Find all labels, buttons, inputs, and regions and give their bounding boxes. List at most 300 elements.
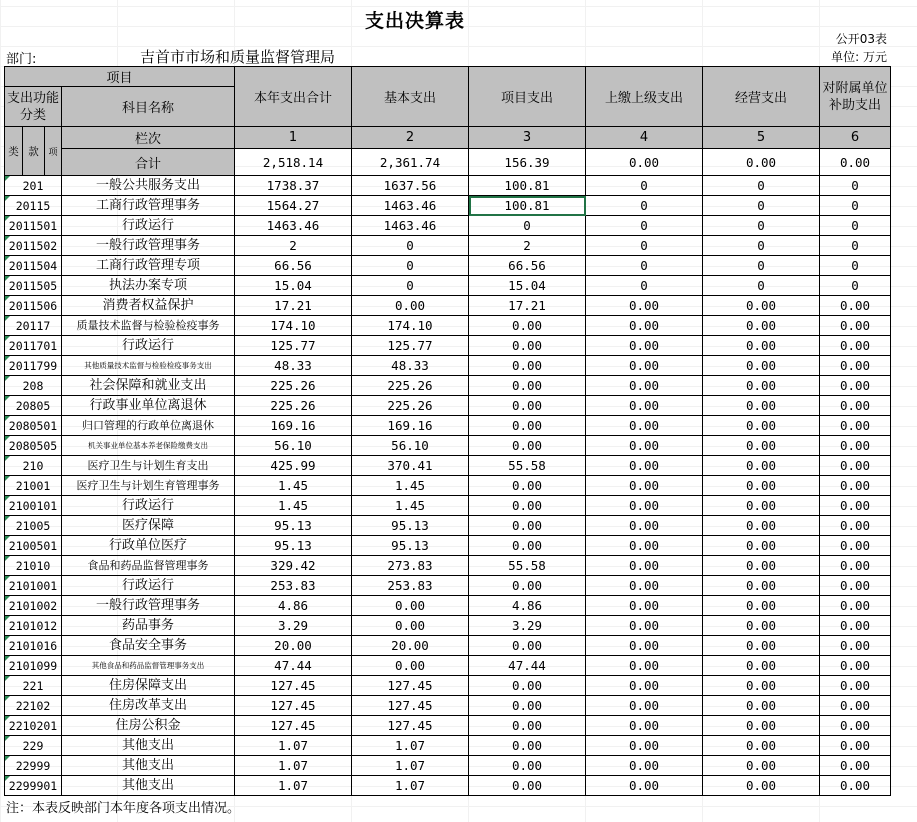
total-cell[interactable]: 0.00 (820, 149, 891, 176)
header-item: 项目 (5, 67, 235, 87)
value-cell[interactable]: 0 (703, 276, 820, 296)
header-col-3[interactable]: 项目支出 (469, 67, 586, 127)
value-cell[interactable]: 0.00 (586, 516, 703, 536)
value-cell[interactable]: 0.00 (469, 756, 586, 776)
value-cell[interactable]: 0.00 (586, 396, 703, 416)
value-cell[interactable]: 0 (352, 276, 469, 296)
value-cell[interactable]: 0.00 (586, 676, 703, 696)
value-cell[interactable]: 0.00 (586, 436, 703, 456)
value-cell[interactable]: 0.00 (820, 496, 891, 516)
subject-code-cell[interactable]: 2011505 (5, 276, 62, 296)
value-cell[interactable]: 225.26 (235, 396, 352, 416)
subject-code-cell[interactable]: 2011504 (5, 256, 62, 276)
table-row (5, 396, 891, 416)
value-cell[interactable]: 48.33 (352, 356, 469, 376)
value-cell[interactable]: 253.83 (352, 576, 469, 596)
col-num-2: 2 (352, 127, 469, 149)
value-cell[interactable]: 0.00 (820, 296, 891, 316)
value-cell[interactable]: 169.16 (235, 416, 352, 436)
total-cell[interactable]: 2,361.74 (352, 149, 469, 176)
value-cell[interactable]: 3.29 (469, 616, 586, 636)
value-cell[interactable]: 20.00 (235, 636, 352, 656)
subject-name-cell[interactable]: 一般行政管理事务 (62, 236, 235, 256)
value-cell[interactable]: 0.00 (703, 556, 820, 576)
table-row (5, 276, 891, 296)
value-cell[interactable]: 273.83 (352, 556, 469, 576)
header-col-5[interactable]: 经营支出 (703, 67, 820, 127)
value-cell[interactable]: 127.45 (352, 716, 469, 736)
subject-code-cell[interactable]: 2011501 (5, 216, 62, 236)
subject-code-cell[interactable]: 21005 (5, 516, 62, 536)
subject-code-cell[interactable]: 2100101 (5, 496, 62, 516)
value-cell[interactable]: 0.00 (469, 416, 586, 436)
value-cell[interactable]: 0.00 (820, 356, 891, 376)
subject-name-cell[interactable]: 一般公共服务支出 (62, 176, 235, 196)
value-cell[interactable]: 0.00 (820, 416, 891, 436)
subject-name-cell[interactable]: 行政运行 (62, 336, 235, 356)
value-cell[interactable]: 0.00 (586, 616, 703, 636)
total-cell[interactable]: 0.00 (586, 149, 703, 176)
value-cell[interactable]: 0 (586, 236, 703, 256)
value-cell[interactable]: 127.45 (235, 696, 352, 716)
value-cell[interactable]: 0.00 (820, 396, 891, 416)
value-cell[interactable]: 0 (586, 196, 703, 216)
value-cell[interactable]: 0.00 (820, 756, 891, 776)
total-cell[interactable]: 0.00 (703, 149, 820, 176)
value-cell[interactable]: 0.00 (703, 656, 820, 676)
value-cell[interactable]: 0.00 (820, 456, 891, 476)
header-col-1[interactable]: 本年支出合计 (235, 67, 352, 127)
subject-name-cell[interactable]: 医疗卫生与计划生育管理事务 (62, 476, 235, 496)
value-cell[interactable]: 0.00 (352, 656, 469, 676)
value-cell[interactable]: 95.13 (235, 516, 352, 536)
value-cell[interactable]: 0.00 (469, 396, 586, 416)
value-cell[interactable]: 1.45 (352, 476, 469, 496)
value-cell[interactable]: 125.77 (235, 336, 352, 356)
value-cell[interactable]: 0.00 (703, 416, 820, 436)
subject-name-cell[interactable]: 行政运行 (62, 496, 235, 516)
value-cell[interactable]: 1637.56 (352, 176, 469, 196)
value-cell[interactable]: 95.13 (352, 516, 469, 536)
subject-name-cell[interactable]: 行政运行 (62, 216, 235, 236)
value-cell[interactable]: 0.00 (586, 496, 703, 516)
value-cell[interactable]: 0.00 (469, 636, 586, 656)
value-cell[interactable]: 1564.27 (235, 196, 352, 216)
value-cell[interactable]: 0.00 (352, 596, 469, 616)
header-col-label: 栏次 (62, 127, 235, 149)
value-cell[interactable]: 0.00 (703, 776, 820, 796)
subject-name-cell[interactable]: 其他食品和药品监督管理事务支出 (62, 656, 235, 676)
subject-code-cell[interactable]: 21001 (5, 476, 62, 496)
value-cell[interactable]: 0 (820, 176, 891, 196)
value-cell[interactable]: 0.00 (586, 716, 703, 736)
value-cell[interactable]: 95.13 (235, 536, 352, 556)
value-cell[interactable]: 1738.37 (235, 176, 352, 196)
value-cell[interactable]: 55.58 (469, 556, 586, 576)
value-cell[interactable]: 15.04 (235, 276, 352, 296)
value-cell[interactable]: 48.33 (235, 356, 352, 376)
value-cell[interactable]: 4.86 (469, 596, 586, 616)
department-name: 吉首市市场和质量监督管理局 (140, 48, 336, 66)
value-cell[interactable]: 0.00 (820, 696, 891, 716)
subject-name-cell[interactable]: 住房改革支出 (62, 696, 235, 716)
value-cell[interactable]: 0.00 (703, 676, 820, 696)
value-cell[interactable]: 0 (820, 236, 891, 256)
subject-code-cell[interactable]: 2011701 (5, 336, 62, 356)
subject-name-cell[interactable]: 机关事业单位基本养老保险缴费支出 (62, 436, 235, 456)
value-cell[interactable]: 0.00 (703, 596, 820, 616)
value-cell[interactable]: 0.00 (703, 316, 820, 336)
value-cell[interactable]: 174.10 (235, 316, 352, 336)
value-cell[interactable]: 0 (703, 236, 820, 256)
header-col-2[interactable]: 基本支出 (352, 67, 469, 127)
value-cell[interactable]: 1463.46 (235, 216, 352, 236)
value-cell[interactable]: 0.00 (469, 736, 586, 756)
subject-code-cell[interactable]: 2011799 (5, 356, 62, 376)
value-cell[interactable]: 0 (820, 256, 891, 276)
subject-code-cell[interactable]: 2299901 (5, 776, 62, 796)
value-cell[interactable]: 0.00 (703, 616, 820, 636)
table-row (5, 416, 891, 436)
value-cell[interactable]: 0.00 (820, 776, 891, 796)
table-row (5, 656, 891, 676)
subject-name-cell[interactable]: 其他支出 (62, 776, 235, 796)
value-cell[interactable]: 0 (586, 256, 703, 276)
subject-code-cell[interactable]: 2011502 (5, 236, 62, 256)
value-cell[interactable]: 0.00 (469, 716, 586, 736)
value-cell[interactable]: 0.00 (586, 696, 703, 716)
value-cell[interactable]: 0.00 (703, 636, 820, 656)
value-cell[interactable]: 0 (820, 276, 891, 296)
value-cell[interactable]: 0.00 (703, 296, 820, 316)
value-cell[interactable]: 0.00 (703, 536, 820, 556)
subject-code-cell[interactable]: 2080501 (5, 416, 62, 436)
table-row (5, 336, 891, 356)
value-cell[interactable]: 1.45 (352, 496, 469, 516)
value-cell[interactable]: 0.00 (469, 476, 586, 496)
table-row (5, 696, 891, 716)
table-row (5, 176, 891, 196)
subject-name-cell[interactable]: 质量技术监督与检验检疫事务 (62, 316, 235, 336)
value-cell[interactable]: 0.00 (703, 736, 820, 756)
footnote: 注：本表反映部门本年度各项支出情况。 (6, 801, 241, 816)
value-cell[interactable]: 0.00 (586, 596, 703, 616)
value-cell[interactable]: 125.77 (352, 336, 469, 356)
value-cell[interactable]: 0.00 (820, 736, 891, 756)
value-cell[interactable]: 0.00 (586, 416, 703, 436)
table-row (5, 456, 891, 476)
value-cell[interactable]: 0 (586, 176, 703, 196)
subject-code-cell[interactable]: 22999 (5, 756, 62, 776)
value-cell[interactable]: 127.45 (235, 676, 352, 696)
table-row (5, 496, 891, 516)
value-cell[interactable]: 66.56 (235, 256, 352, 276)
value-cell[interactable]: 0.00 (586, 756, 703, 776)
value-cell[interactable]: 0.00 (469, 516, 586, 536)
value-cell[interactable]: 3.29 (235, 616, 352, 636)
subject-name-cell[interactable]: 工商行政管理事务 (62, 196, 235, 216)
value-cell[interactable]: 1.07 (235, 776, 352, 796)
subject-code-cell[interactable]: 210 (5, 456, 62, 476)
subject-code-cell[interactable]: 2101099 (5, 656, 62, 676)
subject-name-cell[interactable]: 食品安全事务 (62, 636, 235, 656)
value-cell[interactable]: 253.83 (235, 576, 352, 596)
value-cell[interactable]: 0.00 (469, 496, 586, 516)
value-cell[interactable]: 4.86 (235, 596, 352, 616)
subject-code-cell[interactable]: 221 (5, 676, 62, 696)
value-cell[interactable]: 1.07 (352, 756, 469, 776)
value-cell[interactable]: 0.00 (586, 456, 703, 476)
table-row (5, 596, 891, 616)
subject-code-cell[interactable]: 21010 (5, 556, 62, 576)
col-num-1: 1 (235, 127, 352, 149)
value-cell[interactable]: 0 (820, 196, 891, 216)
value-cell[interactable]: 66.56 (469, 256, 586, 276)
value-cell[interactable]: 0.00 (820, 336, 891, 356)
value-cell[interactable]: 1.45 (235, 496, 352, 516)
value-cell[interactable]: 1.07 (352, 776, 469, 796)
value-cell[interactable]: 0.00 (703, 436, 820, 456)
subject-name-cell[interactable]: 一般行政管理事务 (62, 596, 235, 616)
subject-code-cell[interactable]: 22102 (5, 696, 62, 716)
value-cell[interactable]: 169.16 (352, 416, 469, 436)
table-row (5, 436, 891, 456)
value-cell[interactable]: 0.00 (586, 656, 703, 676)
value-cell[interactable]: 2 (469, 236, 586, 256)
value-cell[interactable]: 17.21 (469, 296, 586, 316)
subject-name-cell[interactable]: 行政事业单位离退休 (62, 396, 235, 416)
form-number: 公开03表 (835, 32, 887, 46)
subject-name-cell[interactable]: 其他支出 (62, 756, 235, 776)
value-cell[interactable]: 127.45 (352, 696, 469, 716)
value-cell[interactable]: 2 (235, 236, 352, 256)
subject-name-cell[interactable]: 食品和药品监督管理事务 (62, 556, 235, 576)
value-cell[interactable]: 0.00 (703, 396, 820, 416)
table-row (5, 716, 891, 736)
value-cell[interactable]: 0.00 (703, 476, 820, 496)
value-cell[interactable]: 174.10 (352, 316, 469, 336)
value-cell[interactable]: 1.07 (352, 736, 469, 756)
value-cell[interactable]: 0.00 (820, 676, 891, 696)
value-cell[interactable]: 100.81 (469, 176, 586, 196)
value-cell[interactable]: 47.44 (469, 656, 586, 676)
value-cell[interactable]: 0.00 (703, 496, 820, 516)
table-row (5, 296, 891, 316)
value-cell[interactable]: 1463.46 (352, 196, 469, 216)
value-cell[interactable]: 0.00 (469, 676, 586, 696)
value-cell[interactable]: 0 (820, 216, 891, 236)
value-cell[interactable]: 0.00 (820, 596, 891, 616)
department-label: 部门: (6, 52, 37, 67)
total-cell[interactable]: 2,518.14 (235, 149, 352, 176)
value-cell[interactable]: 0.00 (820, 436, 891, 456)
value-cell[interactable]: 0.00 (469, 376, 586, 396)
value-cell[interactable]: 329.42 (235, 556, 352, 576)
expenditure-table (4, 66, 891, 796)
table-row (5, 236, 891, 256)
value-cell[interactable]: 0.00 (703, 356, 820, 376)
table-row (5, 476, 891, 496)
subject-name-cell[interactable]: 社会保障和就业支出 (62, 376, 235, 396)
header-lei: 类 (5, 127, 23, 176)
value-cell[interactable]: 15.04 (469, 276, 586, 296)
value-cell[interactable]: 0 (586, 216, 703, 236)
value-cell[interactable]: 0.00 (586, 736, 703, 756)
value-cell[interactable]: 0 (469, 216, 586, 236)
value-cell[interactable]: 370.41 (352, 456, 469, 476)
subject-code-cell[interactable]: 201 (5, 176, 62, 196)
subject-name-cell[interactable]: 住房公积金 (62, 716, 235, 736)
value-cell[interactable]: 0 (586, 276, 703, 296)
table-row (5, 636, 891, 656)
table-row (5, 316, 891, 336)
report-title: 支出决算表 (364, 10, 465, 32)
value-cell[interactable]: 0.00 (820, 316, 891, 336)
subject-name-cell[interactable]: 其他支出 (62, 736, 235, 756)
subject-code-cell[interactable]: 2210201 (5, 716, 62, 736)
subject-name-cell[interactable]: 工商行政管理专项 (62, 256, 235, 276)
value-cell[interactable]: 0.00 (820, 636, 891, 656)
value-cell[interactable]: 225.26 (352, 396, 469, 416)
subject-code-cell[interactable]: 2101001 (5, 576, 62, 596)
value-cell[interactable]: 0.00 (703, 336, 820, 356)
value-cell[interactable]: 225.26 (352, 376, 469, 396)
subject-name-cell[interactable]: 医疗卫生与计划生育支出 (62, 456, 235, 476)
value-cell[interactable]: 425.99 (235, 456, 352, 476)
subject-code-cell[interactable]: 229 (5, 736, 62, 756)
value-cell[interactable]: 0.00 (469, 436, 586, 456)
subject-code-cell[interactable]: 20117 (5, 316, 62, 336)
value-cell[interactable]: 47.44 (235, 656, 352, 676)
value-cell[interactable]: 225.26 (235, 376, 352, 396)
subject-name-cell[interactable]: 行政单位医疗 (62, 536, 235, 556)
value-cell[interactable]: 0.00 (703, 716, 820, 736)
header-col-6[interactable]: 对附属单位补助支出 (820, 67, 891, 127)
value-cell[interactable]: 0.00 (469, 356, 586, 376)
subject-name-cell[interactable]: 行政运行 (62, 576, 235, 596)
subject-code-cell[interactable]: 20115 (5, 196, 62, 216)
value-cell[interactable]: 0 (352, 236, 469, 256)
value-cell[interactable]: 0.00 (586, 336, 703, 356)
value-cell[interactable]: 0 (703, 256, 820, 276)
value-cell[interactable]: 0.00 (820, 576, 891, 596)
value-cell[interactable]: 0.00 (820, 656, 891, 676)
value-cell[interactable]: 56.10 (235, 436, 352, 456)
value-cell[interactable]: 0.00 (820, 716, 891, 736)
value-cell[interactable]: 0.00 (703, 576, 820, 596)
value-cell[interactable]: 0 (352, 256, 469, 276)
subject-name-cell[interactable]: 消费者权益保护 (62, 296, 235, 316)
value-cell[interactable]: 0.00 (586, 296, 703, 316)
subject-name-cell[interactable]: 执法办案专项 (62, 276, 235, 296)
value-cell[interactable]: 0.00 (586, 476, 703, 496)
value-cell[interactable]: 0.00 (820, 556, 891, 576)
table-row (5, 756, 891, 776)
subject-code-cell[interactable]: 2101002 (5, 596, 62, 616)
value-cell[interactable]: 0.00 (820, 516, 891, 536)
value-cell[interactable]: 0.00 (586, 776, 703, 796)
subject-name-cell[interactable]: 其他质量技术监督与检验检疫事务支出 (62, 356, 235, 376)
value-cell[interactable]: 55.58 (469, 456, 586, 476)
value-cell[interactable]: 56.10 (352, 436, 469, 456)
value-cell[interactable]: 1.07 (235, 756, 352, 776)
subject-code-cell[interactable]: 2100501 (5, 536, 62, 556)
subject-code-cell[interactable]: 208 (5, 376, 62, 396)
value-cell[interactable]: 0.00 (586, 576, 703, 596)
subject-code-cell[interactable]: 2080505 (5, 436, 62, 456)
value-cell[interactable]: 0.00 (586, 376, 703, 396)
value-cell[interactable]: 0.00 (586, 536, 703, 556)
col-num-3: 3 (469, 127, 586, 149)
value-cell[interactable]: 0.00 (469, 576, 586, 596)
header-func-class: 支出功能分类 (5, 87, 62, 127)
value-cell[interactable]: 0.00 (586, 316, 703, 336)
value-cell[interactable]: 127.45 (352, 676, 469, 696)
table-row (5, 376, 891, 396)
value-cell[interactable]: 0.00 (586, 636, 703, 656)
header-kuan: 款 (23, 127, 45, 176)
value-cell[interactable]: 0.00 (469, 316, 586, 336)
header-col-4[interactable]: 上缴上级支出 (586, 67, 703, 127)
value-cell[interactable]: 0.00 (703, 376, 820, 396)
value-cell[interactable]: 0.00 (469, 536, 586, 556)
value-cell[interactable]: 0.00 (586, 356, 703, 376)
value-cell[interactable]: 95.13 (352, 536, 469, 556)
value-cell[interactable]: 127.45 (235, 716, 352, 736)
value-cell[interactable]: 0.00 (703, 696, 820, 716)
total-label: 合计 (62, 149, 235, 176)
value-cell[interactable]: 1463.46 (352, 216, 469, 236)
value-cell[interactable]: 0.00 (703, 756, 820, 776)
value-cell[interactable]: 0.00 (820, 476, 891, 496)
value-cell[interactable]: 0 (703, 176, 820, 196)
table-row (5, 536, 891, 556)
value-cell[interactable]: 0.00 (703, 516, 820, 536)
total-cell[interactable]: 156.39 (469, 149, 586, 176)
subject-code-cell[interactable]: 2101012 (5, 616, 62, 636)
value-cell[interactable]: 17.21 (235, 296, 352, 316)
subject-name-cell[interactable]: 药品事务 (62, 616, 235, 636)
value-cell[interactable]: 0.00 (469, 696, 586, 716)
table-row (5, 616, 891, 636)
value-cell[interactable]: 0.00 (820, 536, 891, 556)
value-cell[interactable]: 0 (703, 196, 820, 216)
subject-name-cell[interactable]: 归口管理的行政单位离退休 (62, 416, 235, 436)
subject-name-cell[interactable]: 住房保障支出 (62, 676, 235, 696)
value-cell[interactable]: 0.00 (469, 336, 586, 356)
value-cell[interactable]: 0.00 (469, 776, 586, 796)
value-cell[interactable]: 0.00 (703, 456, 820, 476)
subject-code-cell[interactable]: 2101016 (5, 636, 62, 656)
value-cell[interactable]: 0.00 (352, 616, 469, 636)
value-cell[interactable]: 0.00 (820, 376, 891, 396)
value-cell[interactable]: 0.00 (820, 616, 891, 636)
subject-name-cell[interactable]: 医疗保障 (62, 516, 235, 536)
header-xiang: 项 (45, 127, 62, 176)
subject-code-cell[interactable]: 2011506 (5, 296, 62, 316)
value-cell[interactable]: 0 (703, 216, 820, 236)
value-cell[interactable]: 100.81 (469, 196, 586, 216)
value-cell[interactable]: 1.07 (235, 736, 352, 756)
col-num-5: 5 (703, 127, 820, 149)
header-subject-name: 科目名称 (62, 87, 235, 127)
subject-code-cell[interactable]: 20805 (5, 396, 62, 416)
value-cell[interactable]: 0.00 (586, 556, 703, 576)
value-cell[interactable]: 1.45 (235, 476, 352, 496)
table-row (5, 196, 891, 216)
value-cell[interactable]: 0.00 (352, 296, 469, 316)
value-cell[interactable]: 20.00 (352, 636, 469, 656)
